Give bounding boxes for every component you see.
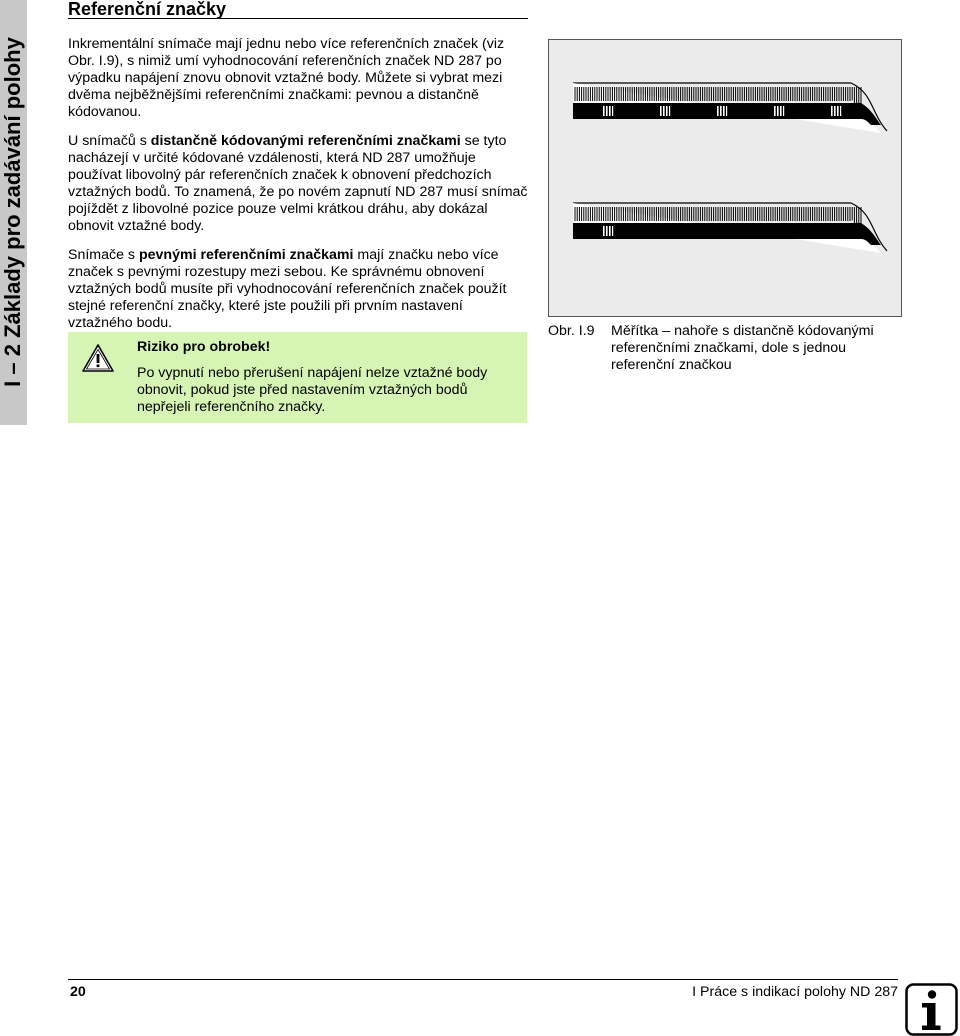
- bold-term: distančně kódovanými referenčními značkami: [150, 133, 461, 149]
- scale-single-reference: [573, 203, 887, 253]
- warning-triangle-icon: [82, 344, 114, 372]
- figure-caption: Měřítka – nahoře s distančně kódovanými referenčními značkami, dole s jednou referenční značkou: [611, 323, 874, 373]
- warning-title: Riziko pro obrobek!: [137, 339, 271, 355]
- warning-box: [68, 332, 527, 423]
- page-number: 20: [70, 984, 86, 1000]
- footer-text: I Práce s indikací polohy ND 287: [692, 984, 898, 1000]
- scale-illustration: [549, 40, 901, 316]
- text-run: Inkrementální snímače mají jednu nebo více referenčních značek (viz Obr. I.9), s nimiž umí vyhodnocování referenčních značek ND 287 po výpadku napájení znovu obnovit vztažné body. Můžete si vybrat mezi dvěma nejběžnějšími referenčními značkami: pevnou a distančně kódovanou.: [68, 36, 505, 120]
- text-run: Snímače s: [68, 247, 139, 263]
- main-text: [68, 36, 530, 344]
- scale-distance-coded: [573, 83, 887, 133]
- footer-rule: [68, 979, 898, 980]
- text-run: se tyto nacházejí v určité kódované vzdálenosti, která ND 287 umožňuje používat libovolný pár referenčních značek k obnovení předchozích vztažných bodů. To znamená, že po novém zapnutí ND 287 musí snímač pojíždět z libovolné pozice pouze velmi krátkou dráhu, aby dokázal obnovit vztažné body.: [68, 133, 528, 234]
- bold-term: pevnými referenčními značkami: [138, 247, 354, 263]
- paragraph: [68, 247, 530, 332]
- text-run: mají značku nebo více značek s pevnými rozestupy mezi sebou. Ke správnému obnovení vztažných bodů musíte při vyhodnocování referenčních značek použít stejné referenční značky, které jste použili při prvním nastavení vztažného bodu.: [68, 247, 507, 331]
- scale-figure: [548, 39, 902, 317]
- section-title: Referenční značky: [68, 0, 227, 19]
- side-tab: [0, 0, 27, 425]
- figure-label: Obr. I.9: [548, 323, 595, 339]
- header-rule: [68, 18, 528, 19]
- paragraph: [68, 133, 530, 235]
- paragraph: [68, 36, 530, 121]
- warning-text: Po vypnutí nebo přerušení napájení nelze vztažné body obnovit, pokud jste před nastavením vztažných bodů nepřejeli referenčního značky.: [137, 365, 488, 415]
- info-icon: [905, 983, 958, 1036]
- side-tab-text: I – 2 Základy pro zadávání polohy: [0, 37, 25, 387]
- text-run: U snímačů s: [68, 133, 151, 149]
